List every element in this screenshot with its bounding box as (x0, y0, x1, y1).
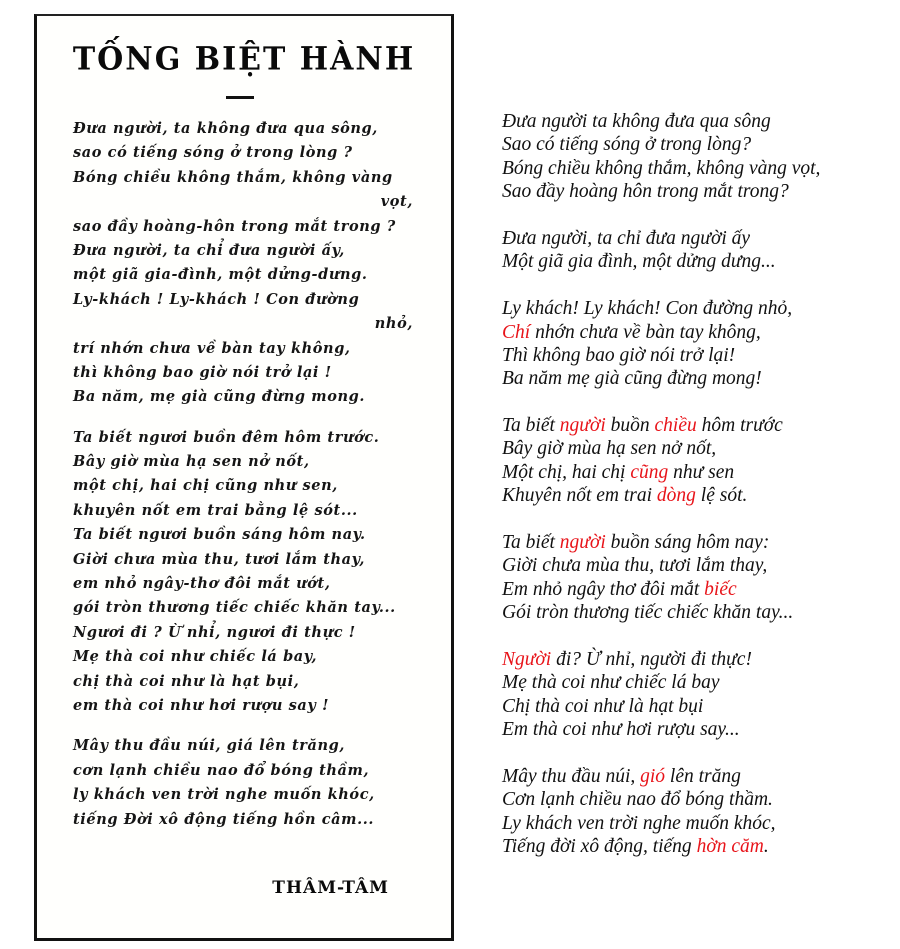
highlighted-word: chiều (654, 415, 697, 437)
clipping-poem-body (73, 117, 413, 832)
clipping-verse-line: sao có tiếng sóng ở trong lòng ? (73, 144, 353, 162)
highlighted-word: Người (502, 648, 552, 670)
clipping-verse-line: một giã gia-đình, một dửng-dưng. (73, 266, 368, 284)
verse-text: Tiếng đời xô động, tiếng (502, 836, 697, 858)
highlighted-word: gió (640, 765, 666, 787)
clipping-verse-line: em thà coi như hơi rượu say ! (73, 696, 330, 714)
transcript-verse-line (502, 367, 892, 390)
clipping-verse-line: Ly-khách ! Ly-khách ! Con đường (73, 290, 360, 308)
stanza-gap (502, 508, 892, 531)
clipping-verse-line: Ta biết ngươi buồn đêm hôm trước. (73, 428, 380, 446)
clipping-verse-line: Bây giờ mùa hạ sen nở nốt, (73, 453, 310, 471)
clipping-verse-line: Mây thu đầu núi, giá lên trăng, (73, 737, 346, 755)
transcript-verse-line (502, 531, 892, 554)
verse-text: Một giã gia đình, một dửng dưng... (502, 251, 776, 273)
transcript-verse-line (502, 437, 892, 460)
transcript-verse-line (502, 765, 892, 788)
verse-text: Bây giờ mùa hạ sen nở nốt, (502, 438, 717, 460)
verse-text: Em thà coi như hơi rượu say... (502, 719, 740, 741)
verse-text: Sao có tiếng sóng ở trong lòng? (502, 134, 752, 156)
transcript-verse-line (502, 414, 892, 437)
verse-text: Mẹ thà coi như chiếc lá bay (502, 672, 720, 694)
transcript-verse-line (502, 180, 892, 203)
verse-text: Ba năm mẹ già cũng đừng mong! (502, 368, 762, 390)
stanza-gap (502, 742, 892, 765)
clipping-verse-line: vọt, (380, 193, 413, 211)
clipping-verse-line: sao đầy hoàng-hôn trong mắt trong ? (73, 217, 396, 235)
transcript-verse-line (502, 250, 892, 273)
clipping-verse-line: cơn lạnh chiều nao đổ bóng thầm, (73, 761, 370, 779)
verse-text: như sen (668, 461, 735, 483)
clipping-verse-line: Bóng chiều không thắm, không vàng (73, 168, 393, 186)
verse-text: Chị thà coi như là hạt bụi (502, 695, 704, 717)
poem-title: TỐNG BIỆT HÀNH (72, 41, 416, 78)
verse-text: Mây thu đầu núi, (502, 765, 641, 787)
highlighted-word: người (559, 415, 606, 437)
poem-author: THÂM-TÂM (272, 878, 389, 898)
verse-text: . (763, 836, 769, 858)
transcript-verse-line (502, 461, 892, 484)
verse-text: buồn sáng hôm nay: (605, 532, 770, 554)
clipping-verse-line: Ba năm, mẹ già cũng đừng mong. (73, 388, 366, 406)
clipping-verse-line: em nhỏ ngây-thơ đôi mắt ướt, (73, 575, 331, 593)
highlighted-word: người (559, 532, 606, 554)
transcript-verse-line (502, 297, 892, 320)
highlighted-word: biếc (704, 578, 737, 600)
title-divider (226, 96, 254, 99)
verse-text: Ta biết (502, 415, 560, 437)
clipping-verse-line: khuyên nốt em trai bằng lệ sót... (73, 501, 358, 519)
transcript-verse-line (502, 110, 892, 133)
clipping-verse-line: thì không bao giờ nói trở lại ! (73, 363, 332, 381)
transcript-verse-line (502, 227, 892, 250)
verse-text: Ly khách! Ly khách! Con đường nhỏ, (502, 298, 793, 320)
verse-text: Ly khách ven trời nghe muốn khóc, (502, 812, 776, 834)
transcribed-poem (502, 110, 892, 859)
verse-text: Gói tròn thương tiếc chiếc khăn tay... (502, 602, 794, 624)
clipping-verse-line: một chị, hai chị cũng như sen, (73, 477, 338, 495)
highlighted-word: Chí (502, 321, 531, 343)
verse-text: Đưa người, ta chỉ đưa người ấy (502, 227, 751, 249)
transcript-verse-line (502, 718, 892, 741)
verse-text: Ta biết (502, 532, 560, 554)
stanza-gap (502, 625, 892, 648)
verse-text: nhớn chưa về bàn tay không, (530, 321, 761, 343)
newspaper-clipping (34, 14, 454, 941)
transcript-verse-line (502, 484, 892, 507)
clipping-verse-line: Ngươi đi ? Ừ nhỉ, ngươi đi thực ! (73, 623, 356, 641)
transcript-verse-line (502, 157, 892, 180)
clipping-verse-line: Mẹ thà coi như chiếc lá bay, (73, 648, 318, 666)
clipping-verse-line: trí nhớn chưa về bàn tay không, (73, 339, 351, 357)
clipping-verse-line: Ta biết ngươi buồn sáng hôm nay. (73, 526, 366, 544)
verse-text: Cơn lạnh chiều nao đổ bóng thầm. (502, 789, 773, 811)
transcript-verse-line (502, 133, 892, 156)
stanza-gap (502, 391, 892, 414)
clipping-verse-line: chị thà coi như là hạt bụi, (73, 672, 300, 690)
clipping-verse-line: Đưa người, ta không đưa qua sông, (73, 120, 378, 137)
verse-text: buồn (605, 415, 655, 437)
clipping-verse-line: Đưa người, ta chỉ đưa người ấy, (73, 241, 345, 259)
verse-text: Giời chưa mùa thu, tươi lắm thay, (502, 555, 768, 577)
transcript-verse-line (502, 695, 892, 718)
verse-text: Thì không bao giờ nói trở lại! (502, 344, 736, 366)
highlighted-word: dòng (656, 485, 696, 507)
transcript-verse-line (502, 835, 892, 858)
verse-text: Bóng chiều không thắm, không vàng vọt, (502, 157, 821, 179)
verse-text: đi? Ừ nhỉ, người đi thực! (551, 648, 752, 670)
clipping-verse-line: tiếng Đời xô động tiếng hồn câm... (73, 810, 375, 828)
stanza-gap (73, 718, 413, 734)
transcript-verse-line (502, 344, 892, 367)
transcript-verse-line (502, 321, 892, 344)
clipping-verse-line: Giời chưa mùa thu, tươi lắm thay, (73, 550, 365, 568)
transcript-verse-line (502, 671, 892, 694)
verse-text: Khuyên nốt em trai (502, 485, 657, 507)
verse-text: lệ sót. (695, 485, 748, 507)
transcript-verse-line (502, 812, 892, 835)
clipping-verse-line: ly khách ven trời nghe muốn khóc, (73, 786, 375, 804)
stanza-gap (502, 274, 892, 297)
transcript-verse-line (502, 648, 892, 671)
stanza-gap (73, 410, 413, 426)
stanza-gap (502, 204, 892, 227)
highlighted-word: hờn căm (696, 836, 764, 858)
verse-text: Đưa người ta không đưa qua sông (502, 111, 771, 132)
highlighted-word: cũng (630, 461, 669, 483)
verse-text: Sao đầy hoàng hôn trong mắt trong? (502, 181, 789, 203)
transcript-verse-line (502, 578, 892, 601)
transcript-verse-line (502, 601, 892, 624)
verse-text: Một chị, hai chị (502, 461, 631, 483)
verse-text: Em nhỏ ngây thơ đôi mắt (502, 578, 705, 600)
transcript-verse-line (502, 788, 892, 811)
verse-text: hôm trước (696, 415, 783, 437)
transcript-verse-line (502, 554, 892, 577)
verse-text: lên trăng (665, 765, 741, 787)
clipping-verse-line: nhỏ, (374, 315, 413, 333)
clipping-verse-line: gói tròn thương tiếc chiếc khăn tay... (73, 599, 396, 617)
